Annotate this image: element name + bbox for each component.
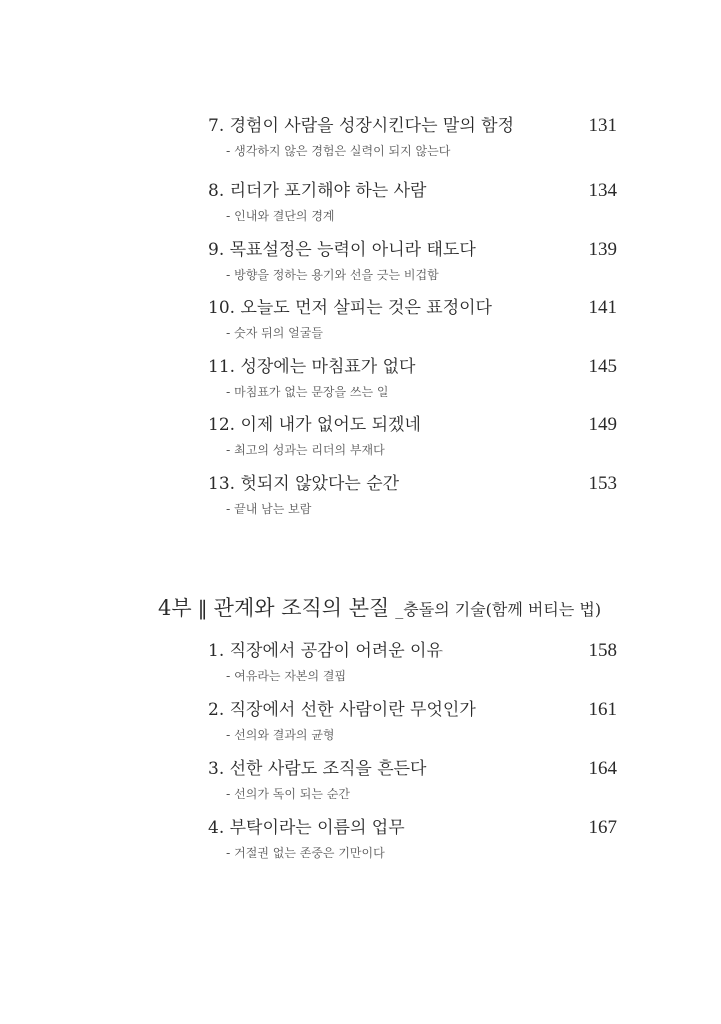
toc-entry-page: 139 — [588, 239, 617, 260]
toc-entry-subtitle: - 거절권 없는 존중은 기만이다 — [226, 846, 385, 860]
toc-entry-subtitle: - 인내와 결단의 경계 — [226, 209, 335, 223]
part-separator: ‖ — [197, 596, 208, 620]
toc-entry-title: 4. 부탁이라는 이름의 업무 — [208, 818, 405, 838]
toc-entry-page: 131 — [588, 115, 617, 136]
toc-entry-page: 153 — [588, 473, 617, 494]
toc-entry-page: 164 — [588, 758, 617, 779]
toc-entry-title: 13. 헛되지 않았다는 순간 — [208, 474, 400, 494]
toc-entry-subtitle: - 선의와 결과의 균형 — [226, 728, 335, 742]
part-title: 관계와 조직의 본질 — [213, 596, 390, 620]
toc-entry-title: 1. 직장에서 공감이 어려운 이유 — [208, 641, 443, 661]
toc-entry-subtitle: - 선의가 독이 되는 순간 — [226, 787, 350, 801]
toc-entry-title: 3. 선한 사람도 조직을 흔든다 — [208, 759, 427, 779]
toc-entry-subtitle: - 끝내 남는 보람 — [226, 502, 312, 516]
toc-entry-subtitle: - 마침표가 없는 문장을 쓰는 일 — [226, 385, 389, 399]
toc-entry-title: 7. 경험이 사람을 성장시킨다는 말의 함정 — [208, 116, 514, 136]
toc-entry-title: 8. 리더가 포기해야 하는 사람 — [208, 181, 427, 201]
part-heading — [158, 592, 601, 622]
toc-entry-page: 149 — [588, 414, 617, 435]
toc-entry-title: 9. 목표설정은 능력이 아니라 태도다 — [208, 240, 476, 260]
toc-entry-subtitle: - 최고의 성과는 리더의 부재다 — [226, 443, 385, 457]
toc-entry-subtitle: - 숫자 뒤의 얼굴들 — [226, 326, 323, 340]
toc-entry-page: 167 — [588, 817, 617, 838]
toc-entry-page: 141 — [588, 297, 617, 318]
part-subtitle: _충돌의 기술(함께 버티는 법) — [395, 600, 602, 619]
toc-entry-title: 12. 이제 내가 없어도 되겠네 — [208, 415, 421, 435]
toc-entry-title: 11. 성장에는 마침표가 없다 — [208, 357, 416, 377]
toc-entry-subtitle: - 여유라는 자본의 결핍 — [226, 669, 347, 683]
toc-entry-subtitle: - 생각하지 않은 경험은 실력이 되지 않는다 — [226, 144, 451, 158]
toc-entry-page: 145 — [588, 356, 617, 377]
toc-entry-page: 161 — [588, 699, 617, 720]
toc-entry-title: 10. 오늘도 먼저 살피는 것은 표정이다 — [208, 298, 492, 318]
toc-entry-page: 158 — [588, 640, 617, 661]
part-label: 4부 — [158, 596, 192, 620]
toc-entry-page: 134 — [588, 180, 617, 201]
toc-entry-subtitle: - 방향을 정하는 용기와 선을 긋는 비겁함 — [226, 268, 439, 282]
toc-entry-title: 2. 직장에서 선한 사람이란 무엇인가 — [208, 700, 476, 720]
